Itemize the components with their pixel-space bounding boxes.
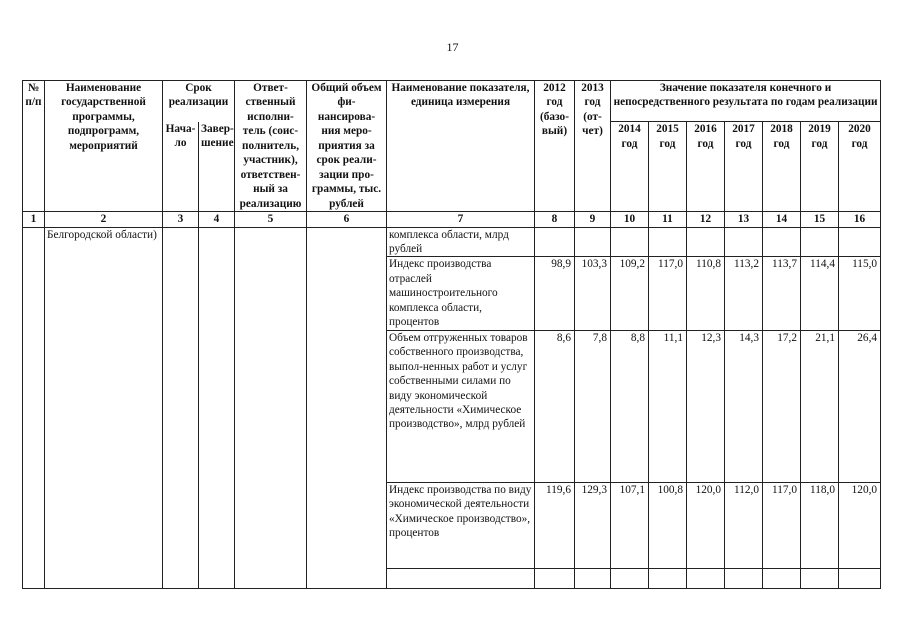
cell-empty <box>611 568 649 588</box>
cell-2012: 119,6 <box>535 482 575 568</box>
cell-indicator: Индекс производства по виду экономической деятельности «Химическое производство», процентов <box>387 482 535 568</box>
cell-2015: 100,8 <box>649 482 687 568</box>
colnum-8: 8 <box>535 212 575 227</box>
cell-2015: 117,0 <box>649 257 687 330</box>
cell-indicator-empty <box>387 568 535 588</box>
colnum-11: 11 <box>649 212 687 227</box>
cell-2018 <box>763 227 801 257</box>
cell-empty <box>801 568 839 588</box>
cell-empty <box>687 568 725 588</box>
colnum-5: 5 <box>235 212 307 227</box>
cell-2018: 117,0 <box>763 482 801 568</box>
header-row-1 <box>23 81 881 122</box>
cell-empty <box>725 568 763 588</box>
cell-2020 <box>839 227 881 257</box>
colnum-16: 16 <box>839 212 881 227</box>
header-start: Нача-ло <box>163 122 199 212</box>
colnum-12: 12 <box>687 212 725 227</box>
cell-indicator: Индекс производства отраслей машиностроительного комплекса области, процентов <box>387 257 535 330</box>
header-responsible: Ответ-ственный исполни-тель (соис-полнитель, участник), ответствен-ный за реализацию <box>235 81 307 212</box>
cell-2018: 17,2 <box>763 330 801 482</box>
colnum-2: 2 <box>45 212 163 227</box>
header-program-name: Наименование государственной программы, подпрограмм, мероприятий <box>45 81 163 212</box>
cell-2013: 7,8 <box>575 330 611 482</box>
cell-2018: 113,7 <box>763 257 801 330</box>
cell-empty <box>575 568 611 588</box>
cell-2019: 118,0 <box>801 482 839 568</box>
table-row <box>23 227 881 257</box>
cell-2014: 107,1 <box>611 482 649 568</box>
cell-2020: 115,0 <box>839 257 881 330</box>
cell-2015 <box>649 227 687 257</box>
cell-2014: 109,2 <box>611 257 649 330</box>
colnum-13: 13 <box>725 212 763 227</box>
cell-2012: 98,9 <box>535 257 575 330</box>
cell-2019: 114,4 <box>801 257 839 330</box>
cell-2014 <box>611 227 649 257</box>
cell-funding <box>307 227 387 588</box>
cell-2013 <box>575 227 611 257</box>
cell-2012: 8,6 <box>535 330 575 482</box>
cell-empty <box>535 568 575 588</box>
cell-empty <box>649 568 687 588</box>
cell-end <box>199 227 235 588</box>
colnum-10: 10 <box>611 212 649 227</box>
column-number-row <box>23 212 881 227</box>
colnum-4: 4 <box>199 212 235 227</box>
header-year-2018: 2018 год <box>763 122 801 212</box>
colnum-9: 9 <box>575 212 611 227</box>
cell-start <box>163 227 199 588</box>
header-year-2017: 2017 год <box>725 122 763 212</box>
cell-2019 <box>801 227 839 257</box>
header-year-2016: 2016 год <box>687 122 725 212</box>
header-year-2020: 2020 год <box>839 122 881 212</box>
cell-2017: 14,3 <box>725 330 763 482</box>
cell-indicator: комплекса области, млрд рублей <box>387 227 535 257</box>
cell-empty <box>763 568 801 588</box>
cell-2013: 129,3 <box>575 482 611 568</box>
header-2012: 2012 год (базо-вый) <box>535 81 575 212</box>
cell-2017 <box>725 227 763 257</box>
colnum-1: 1 <box>23 212 45 227</box>
colnum-6: 6 <box>307 212 387 227</box>
cell-2014: 8,8 <box>611 330 649 482</box>
cell-2012 <box>535 227 575 257</box>
cell-2016 <box>687 227 725 257</box>
colnum-7: 7 <box>387 212 535 227</box>
header-2013: 2013 год (от-чет) <box>575 81 611 212</box>
program-table <box>22 80 881 589</box>
cell-indicator: Объем отгруженных товаров собственного производства, выпол-ненных работ и услуг собственными силами по виду экономической деятельности «Химическое производство», млрд рублей <box>387 330 535 482</box>
cell-2015: 11,1 <box>649 330 687 482</box>
colnum-14: 14 <box>763 212 801 227</box>
header-num: № п/п <box>23 81 45 212</box>
header-year-2015: 2015 год <box>649 122 687 212</box>
cell-num <box>23 227 45 588</box>
cell-2013: 103,3 <box>575 257 611 330</box>
header-year-2014: 2014 год <box>611 122 649 212</box>
cell-2020: 120,0 <box>839 482 881 568</box>
header-values-by-year: Значение показателя конечного и непосредственного результата по годам реализации <box>611 81 881 122</box>
page-number: 17 <box>446 40 459 54</box>
cell-2019: 21,1 <box>801 330 839 482</box>
cell-empty <box>839 568 881 588</box>
cell-2016: 12,3 <box>687 330 725 482</box>
header-end: Завер-шение <box>199 122 235 212</box>
cell-program-name: Белгородской области) <box>45 227 163 588</box>
cell-2016: 110,8 <box>687 257 725 330</box>
cell-2017: 112,0 <box>725 482 763 568</box>
cell-responsible <box>235 227 307 588</box>
header-indicator: Наименование показателя, единица измерения <box>387 81 535 212</box>
header-term: Срок реализации <box>163 81 235 122</box>
colnum-3: 3 <box>163 212 199 227</box>
cell-2016: 120,0 <box>687 482 725 568</box>
colnum-15: 15 <box>801 212 839 227</box>
cell-2020: 26,4 <box>839 330 881 482</box>
header-funding: Общий объем фи-нансирова-ния меро-приятия за срок реали-зации про-граммы, тыс. рублей <box>307 81 387 212</box>
cell-2017: 113,2 <box>725 257 763 330</box>
header-year-2019: 2019 год <box>801 122 839 212</box>
